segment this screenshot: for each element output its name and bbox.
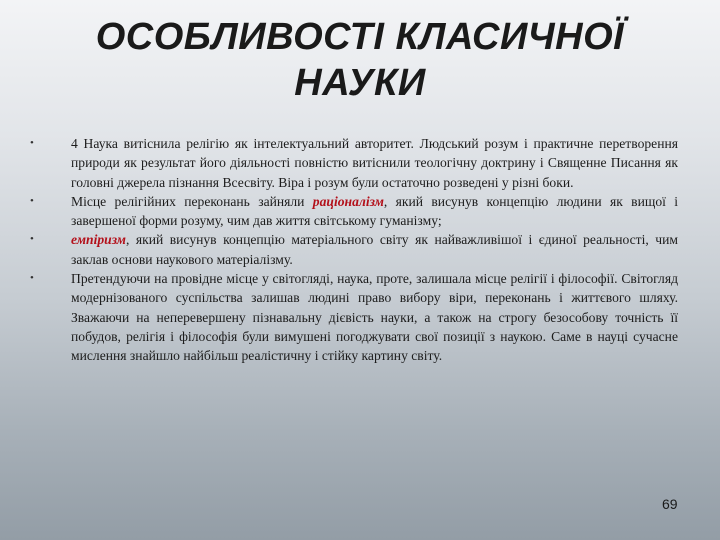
bullet-list bbox=[26, 134, 678, 366]
slide-title-line-2: НАУКИ bbox=[294, 62, 426, 104]
slide-title-line-1: ОСОБЛИВОСТІ КЛАСИЧНОЇ bbox=[95, 16, 625, 58]
bullet-dot-icon: • bbox=[30, 233, 34, 246]
bullet-text-after: , який висунув концепцію людини як вищої і завершеної форми розуму, чим дав життя світському гуманізму; bbox=[71, 193, 679, 229]
highlighted-term: емпіризм bbox=[71, 232, 126, 248]
bullet-item bbox=[26, 269, 678, 365]
bullet-item bbox=[26, 192, 678, 231]
slide-title bbox=[40, 14, 680, 106]
bullet-item bbox=[26, 134, 678, 192]
bullet-text-after: , який висунув концепцію матеріального світу як найважливішої і єдиної реальності, чим заклав основи наукового матеріалізму. bbox=[71, 232, 678, 267]
page-number: 69 bbox=[662, 496, 678, 512]
bullet-text: Претендуючи на провідне місце у світогляді, наука, проте, залишала місце релігії і філософії. Світогляд модернізованого суспільства залишав людині право вибору віри, переконань і життєвого шляху. Зважаючи на неперевершену пізнавальну дієвість науки, а також на строгу безособову точність її побудов, релігія і філософія були вимушені погоджувати свої позиції з наукою. Саме в науці сучасне мислення знайшло найбільш реалістичну і стійку картину світу. bbox=[71, 271, 678, 364]
bullet-dot-icon: • bbox=[30, 194, 34, 207]
highlighted-term: раціоналізм bbox=[312, 193, 384, 209]
bullet-text-before: Місце релігійних переконань зайняли bbox=[71, 193, 313, 209]
bullet-dot-icon: • bbox=[30, 272, 34, 285]
bullet-item bbox=[26, 230, 678, 269]
bullet-dot-icon: • bbox=[30, 137, 34, 149]
bullet-text: 4 Наука витіснила релігію як інтелектуальний авторитет. Людський розум і практичне перетворення природи як результат його діяльності повністю витіснили теологічну доктрину і Священне Писання як головні джерела пізнання Всесвіту. Віра і розум були остаточно розведені у різні боки. bbox=[71, 136, 678, 190]
